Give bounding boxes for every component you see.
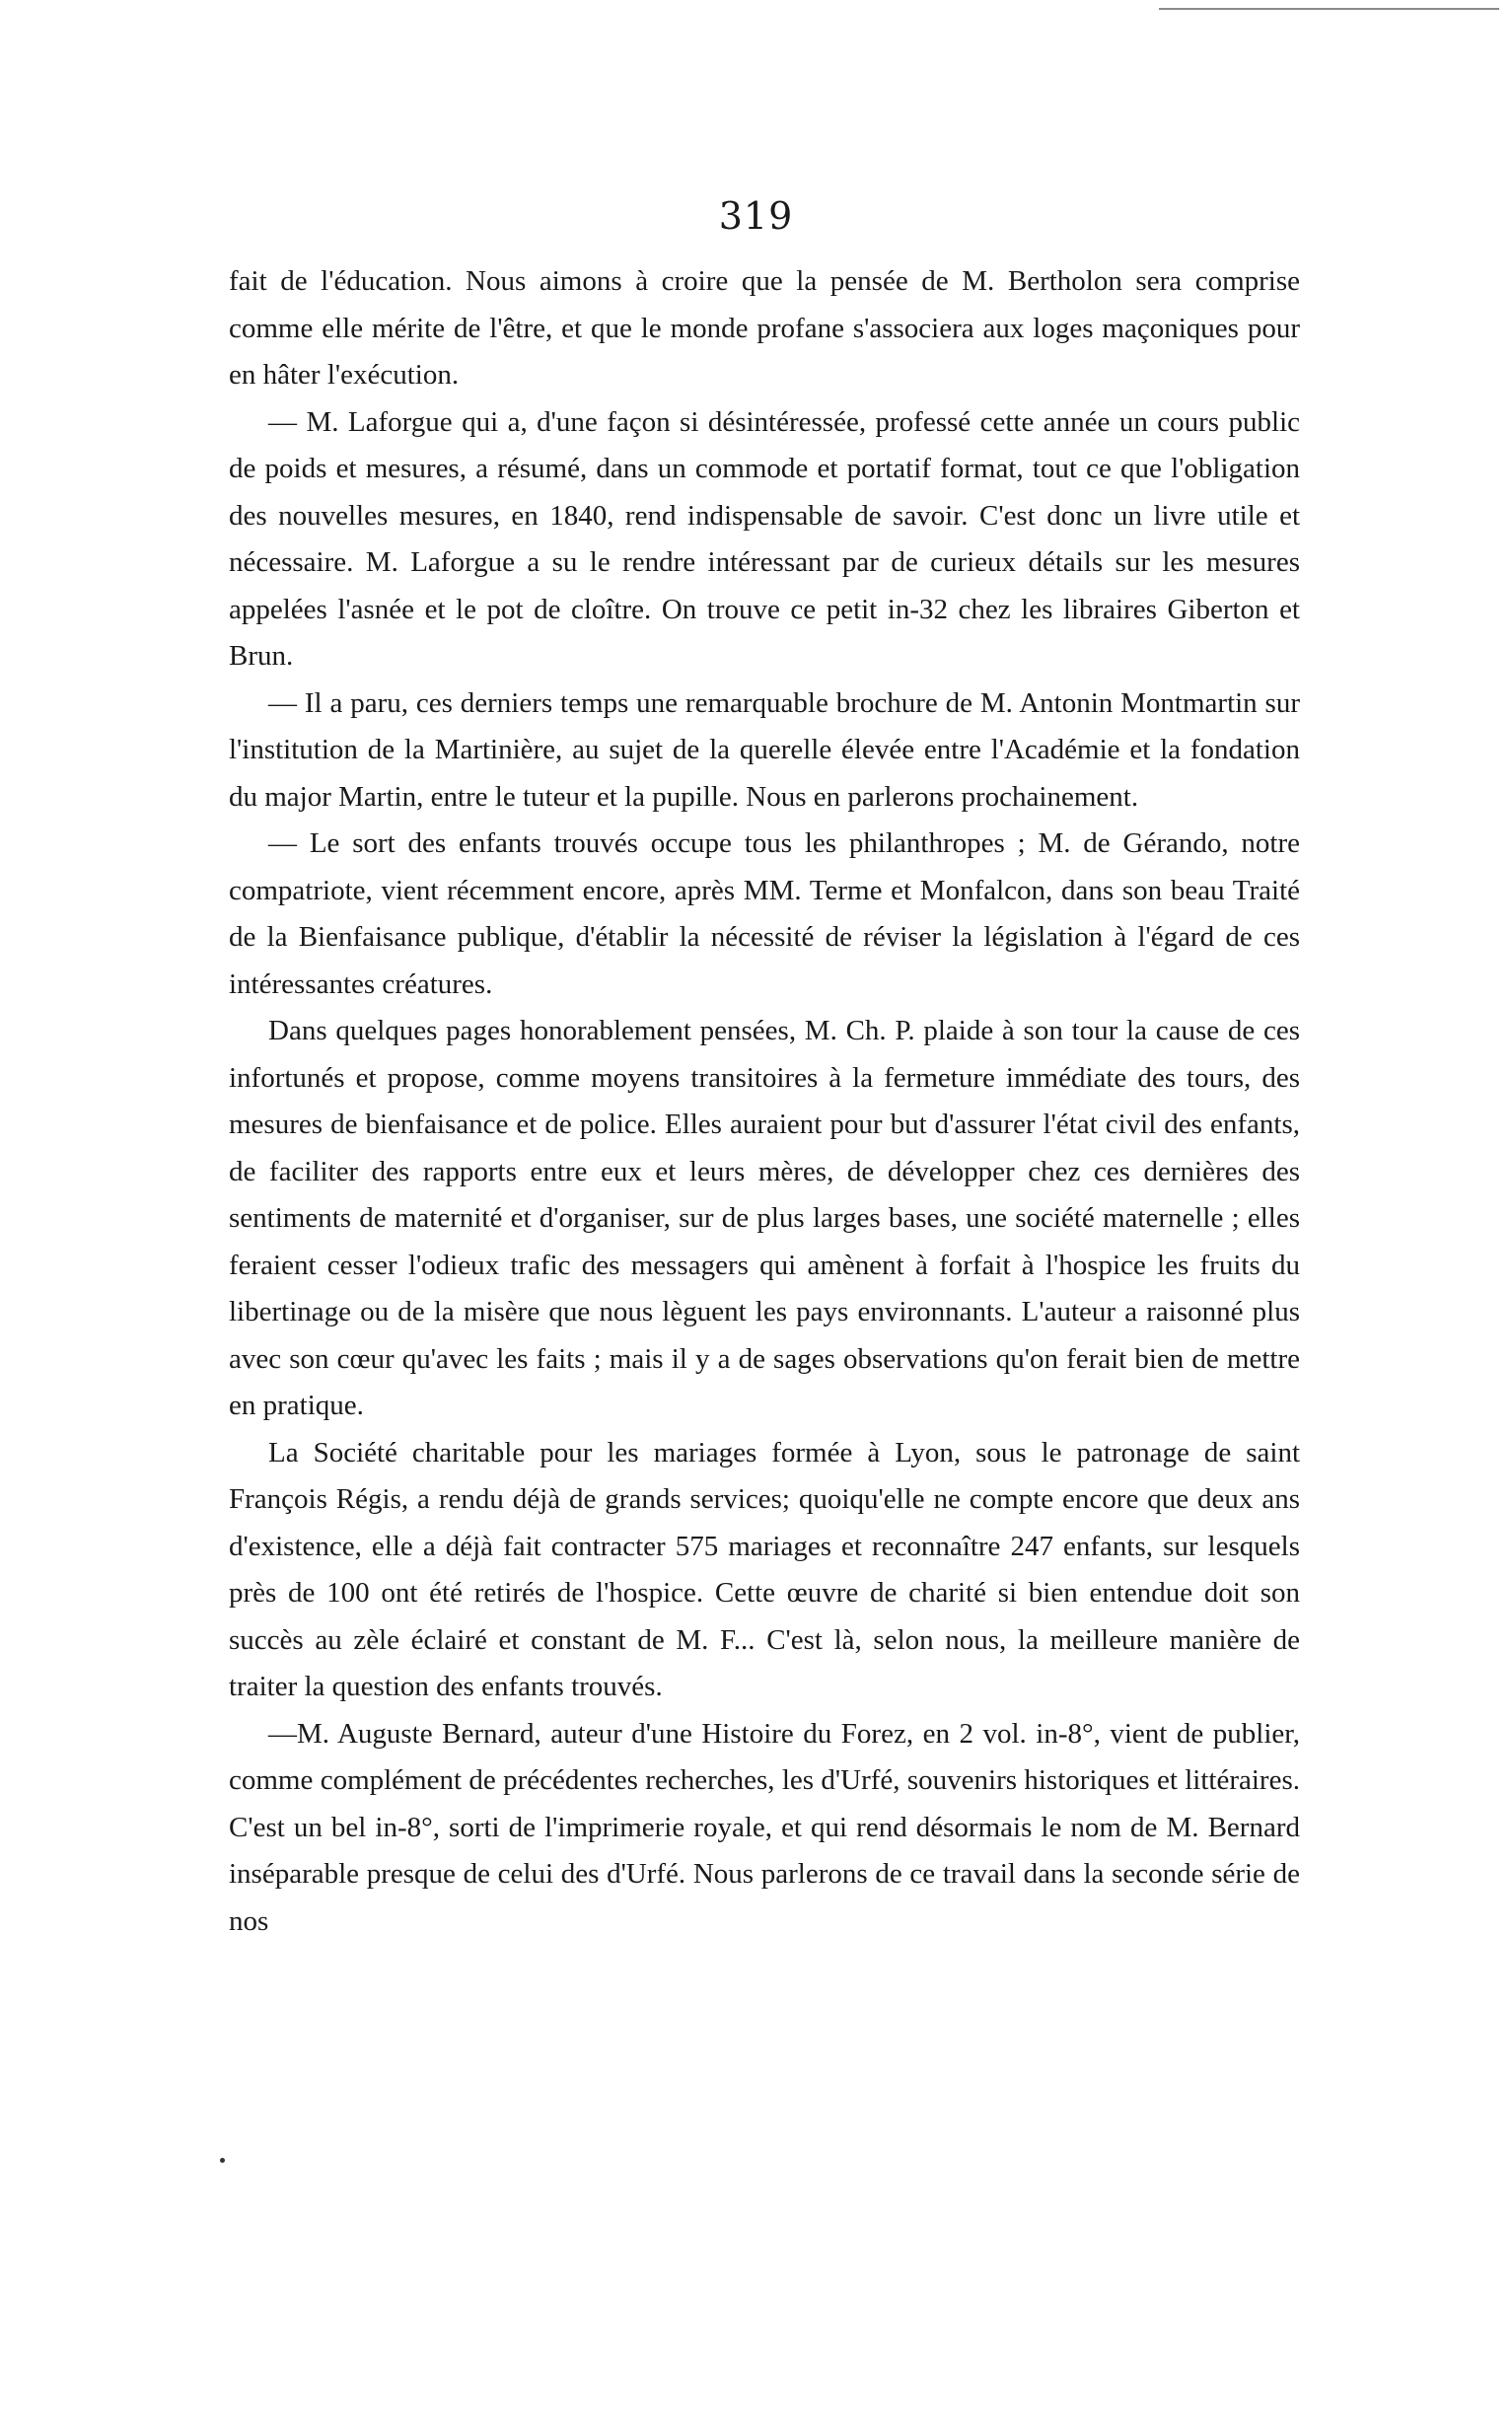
paragraph-gerando: — Le sort des enfants trouvés occupe tous les philanthropes ; M. de Gérando, notre compatriote, vient récemment encore, après MM. Terme et Monfalcon, dans son beau Traité de la Bienfaisance publique, d'établir la nécessité de réviser la législation à l'égard de ces intéressantes créatures. [229,827,1300,1000]
body-text [229,258,1300,1945]
paragraph-laforgue: — M. Laforgue qui a, d'une façon si désintéressée, professé cette année un cours public de poids et mesures, a résumé, dans un commode et portatif format, tout ce que l'obligation des nouvelles mesures, en 1840, rend indispensable de savoir. C'est donc un livre utile et nécessaire. M. Laforgue a su le rendre intéressant par de curieux détails sur les mesures appelées l'asnée et le pot de cloître. On trouve ce petit in-32 chez les libraires Giberton et Brun. [229,405,1300,672]
ink-speck [220,2158,225,2163]
top-rule [1159,8,1499,10]
paragraph-societe-charitable: La Société charitable pour les mariages formée à Lyon, sous le patronage de saint François Régis, a rendu déjà de grands services; quoiqu'elle ne compte encore que deux ans d'existence, elle a déjà fait contracter 575 mariages et reconnaître 247 enfants, sur lesquels près de 100 ont été retirés de l'hospice. Cette œuvre de charité si bien entendue doit son succès au zèle éclairé et constant de M. F... C'est là, selon nous, la meilleure manière de traiter la question des enfants trouvés. [229,1436,1300,1702]
paragraph-ch-p: Dans quelques pages honorablement pensées, M. Ch. P. plaide à son tour la cause de ces infortunés et propose, comme moyens transitoires à la fermeture immédiate des tours, des mesures de bienfaisance et de police. Elles auraient pour but d'assurer l'état civil des enfants, de faciliter des rapports entre eux et leurs mères, de développer chez ces dernières des sentiments de maternité et d'organiser, sur de plus larges bases, une société maternelle ; elles feraient cesser l'odieux trafic des messagers qui amènent à forfait à l'hospice les fruits du libertinage ou de la misère que nous lèguent les pays environnants. L'auteur a raisonné plus avec son cœur qu'avec les faits ; mais il y a de sages observations qu'on ferait bien de mettre en pratique. [229,1015,1300,1421]
paragraph-bernard: —M. Auguste Bernard, auteur d'une Histoire du Forez, en 2 vol. in-8°, vient de publier, comme complément de précédentes recherches, les d'Urfé, souvenirs historiques et littéraires. C'est un bel in-8°, sorti de l'imprimerie royale, et qui rend désormais le nom de M. Bernard inséparable presque de celui des d'Urfé. Nous parlerons de ce travail dans la seconde série de nos [229,1717,1300,1937]
paragraph-education: fait de l'éducation. Nous aimons à croire que la pensée de M. Bertholon sera comprise comme elle mérite de l'être, et que le monde profane s'associera aux loges maçoniques pour en hâter l'exécution. [229,265,1300,391]
page-number: 319 [718,194,794,238]
paragraph-montmartin: — Il a paru, ces derniers temps une remarquable brochure de M. Antonin Montmartin sur l'institution de la Martinière, au sujet de la querelle élevée entre l'Académie et la fondation du major Martin, entre le tuteur et la pupille. Nous en parlerons prochainement. [229,686,1300,813]
